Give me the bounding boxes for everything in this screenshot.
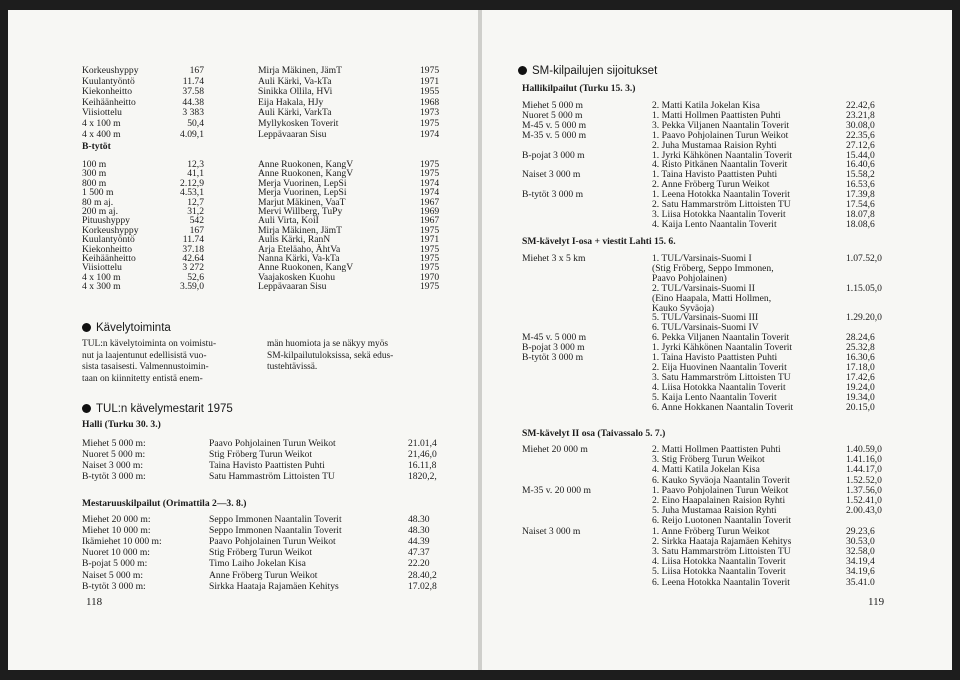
result-time: 28.40,2 [408,569,437,581]
record-event: Kuulantyöntö [82,75,135,87]
record-result: 31,2 [187,206,204,217]
bullet-icon [518,66,527,75]
record-year: 1971 [420,75,440,87]
record-event: Korkeushyppy [82,65,139,76]
record-result: 167 [189,65,204,76]
result-time: 19.34,0 [846,391,875,403]
result-athlete: 1. Taina Havisto Paattisten Puhti [652,169,778,181]
bullet-icon [82,323,91,332]
result-time: 21.01,4 [408,438,437,449]
result-class: B-tytöt 3 000 m [522,352,584,363]
result-athlete: 2. Juha Mustamaa Raision Ryhti [652,139,777,151]
record-event: Kiekonheitto [82,86,133,98]
kavely-line: nut ja laajentunut edellisistä vuo- [82,350,207,361]
right-page [482,10,952,670]
result-time: 48.30 [408,525,430,537]
result-class: Nuoret 5 000 m: [82,449,146,460]
record-result: 542 [189,215,204,227]
record-year: 1975 [420,243,440,255]
result-athlete: 1. Jyrki Kähkönen Naantalin Toverit [652,149,793,161]
record-holder: Myllykosken Toverit [258,118,339,129]
result-time: 22.20 [408,558,430,570]
result-time: 1820,2, [408,471,437,482]
record-result: 12,3 [187,159,204,170]
result-athlete: Anne Fröberg Turun Weikot [209,569,318,581]
result-time: 1.41.16,0 [846,454,882,466]
record-result: 2.12,9 [180,177,204,189]
result-athlete: Paavo Pohjolainen Turun Weikot [209,438,336,449]
result-time: 32.58,0 [846,546,875,557]
result-class: Miehet 20 000 m [522,444,588,455]
kavely-line: män huomiota ja se näkyy myös [267,339,389,349]
result-athlete: 2. TUL/Varsinais-Suomi II [652,282,755,294]
result-time: 20.15,0 [846,401,875,413]
record-holder: Vaajakosken Kuohu [258,271,335,283]
record-year: 1971 [420,234,440,246]
record-event: 1 500 m [82,187,114,199]
record-holder: Auli Kärki, Va-kTa [258,75,332,87]
result-class: Miehet 5 000 m: [82,438,146,449]
result-time: 44.39 [408,536,430,548]
result-time: 17.02,8 [408,580,437,592]
record-holder: Arja Eteläaho, ÄhtVa [258,243,341,255]
result-class: B-tytöt 3 000 m: [82,471,146,482]
record-year: 1974 [420,128,440,140]
result-class: Miehet 20 000 m: [82,514,151,525]
record-result: 4.53,1 [180,187,204,199]
result-athlete: 1. Paavo Pohjolainen Turun Weikot [652,129,789,141]
result-athlete: 4. Risto Pitkänen Naantalin Toverit [652,159,788,171]
record-holder: Nanna Kärki, Va-kTa [258,253,340,264]
record-result: 52,6 [187,271,204,283]
record-result: 44.38 [182,96,204,108]
record-holder: Merja Vuorinen, LepSi [258,177,347,189]
record-year: 1955 [420,86,440,98]
record-holder: Leppävaaran Sisu [258,128,327,140]
record-year: 1975 [420,65,440,76]
result-athlete: Timo Laiho Jokelan Kisa [209,558,306,570]
kavely-line: sista tasaisesti. Valmennustoimin- [82,362,209,373]
result-athlete: 1. Taina Havisto Paattisten Puhti [652,352,778,363]
result-time: 22.42,6 [846,100,875,111]
page-number: 119 [868,596,885,608]
result-class: Naiset 3 000 m [522,525,581,537]
kavely-line: SM-kilpailutuloksissa, sekä edus- [267,350,394,361]
result-athlete: 3. Stig Fröberg Turun Weikot [652,454,765,466]
result-athlete: 2. Anne Fröberg Turun Weikot [652,179,770,191]
result-time: 27.12,6 [846,139,875,151]
result-athlete: 4. Liisa Hotokka Naantalin Toverit [652,556,786,568]
record-event: 4 x 100 m [82,271,121,283]
result-athlete: (Stig Fröberg, Seppo Immonen, [652,262,774,274]
kavely-line: taan on kiinnitetty entistä enem- [82,373,203,384]
record-result: 11.74 [182,75,204,87]
record-year: 1967 [420,196,440,208]
result-athlete: 6. TUL/Varsinais-Suomi IV [652,322,759,334]
record-event: Viisiottelu [82,107,122,119]
result-class: Naiset 3 000 m: [82,460,144,471]
result-time: 19.24,0 [846,381,875,393]
result-athlete: Seppo Immonen Naantalin Toverit [209,514,342,525]
result-time: 17.54,6 [846,199,875,210]
result-class: Nuoret 5 000 m [522,109,583,121]
result-class: Miehet 3 x 5 km [522,253,586,264]
result-athlete: 5. Kaija Lento Naantalin Toverit [652,391,777,403]
record-event: Viisiottelu [82,262,122,274]
record-holder: Sinikka Ollila, HVi [258,86,333,98]
record-result: 12,7 [187,196,204,208]
result-athlete: (Eino Haapala, Matti Hollmen, [652,292,772,304]
record-holder: Mirja Mäkinen, JämT [258,224,342,236]
result-time: 16.40,6 [846,159,875,171]
result-athlete: 2. Sirkka Haataja Rajamäen Kehitys [652,535,792,547]
result-time: 22.35,6 [846,129,875,141]
result-athlete: 1. Leena Hotokka Naantalin Toverit [652,189,790,201]
result-time: 1.52.52,0 [846,474,882,486]
record-result: 11.74 [182,234,204,246]
kavely-line: tustehtävissä. [267,362,318,373]
btytot-label: B-tytöt [82,141,111,152]
record-holder: Auli Kärki, VarkTa [258,107,332,119]
result-athlete: 2. Eino Haapalainen Raision Ryhti [652,495,786,506]
result-athlete: 5. Liisa Hotokka Naantalin Toverit [652,566,786,578]
record-event: Pituushyppy [82,215,130,227]
viesti-heading: SM-kävelyt I-osa + viestit Lahti 15. 6. [522,236,676,247]
result-athlete: Satu Hammaström Littoisten TU [209,471,335,482]
record-holder: Auli Virta, KoiI [258,215,319,227]
record-year: 1975 [420,159,440,170]
result-athlete: 4. Kaija Lento Naantalin Toverit [652,218,777,230]
result-time: 1.07.52,0 [846,253,882,264]
ii-heading: SM-kävelyt II osa (Taivassalo 5. 7.) [522,428,666,439]
result-class: M-45 v. 5 000 m [522,332,587,344]
record-holder: Merja Vuorinen, LepSi [258,187,347,199]
result-athlete: Stig Fröberg Turun Weikot [209,547,313,559]
result-athlete: 2. Satu Hammarström Littoisten TU [652,199,791,210]
result-time: 30.53,0 [846,535,875,547]
record-event: 800 m [82,177,107,189]
record-result: 37.18 [182,243,204,255]
result-class: B-pojat 3 000 m [522,342,585,354]
result-athlete: 6. Pekka Viljanen Naantalin Toverit [652,332,790,344]
sm-heading [518,65,657,77]
result-time: 16.11,8 [408,460,437,471]
result-class: Miehet 5 000 m [522,100,584,111]
record-year: 1975 [420,253,440,264]
record-event: Keihäänheitto [82,253,136,264]
result-athlete: 2. Matti Katila Jokelan Kisa [652,100,760,111]
record-result: 4.09,1 [180,128,204,140]
record-year: 1974 [420,177,440,189]
result-time: 15.44,0 [846,149,875,161]
record-year: 1970 [420,271,440,283]
result-time: 1.15.05,0 [846,282,882,294]
record-holder: Mirja Mäkinen, JämT [258,65,342,76]
halli-heading: Halli (Turku 30. 3.) [82,419,161,430]
result-athlete: Seppo Immonen Naantalin Toverit [209,525,342,537]
result-athlete: Taina Havisto Paattisten Puhti [209,460,325,471]
mestaruus-heading: Mestaruuskilpailut (Orimattila 2—3. 8.) [82,498,247,509]
record-holder: Marjut Mäkinen, VaaT [258,196,346,208]
record-holder: Anne Ruokonen, KangV [258,159,354,170]
record-year: 1973 [420,107,440,119]
result-athlete: 1. Matti Hollmen Paattisten Puhti [652,109,781,121]
result-time: 1.52.41,0 [846,495,882,506]
result-athlete: 2. Eija Huovinen Naantalin Toverit [652,361,787,373]
result-athlete: 1. Jyrki Kähkönen Naantalin Toverit [652,342,793,354]
result-class: Naiset 5 000 m: [82,569,144,581]
record-holder: Mervi Willberg, TuPy [258,206,343,217]
result-time: 1.40.59,0 [846,444,882,455]
record-result: 37.58 [182,86,204,98]
result-time: 18.08,6 [846,218,875,230]
record-event: Korkeushyppy [82,224,139,236]
result-time: 29.23,6 [846,525,875,537]
result-class: M-35 v. 5 000 m [522,129,587,141]
result-class: M-45 v. 5 000 m [522,119,587,131]
record-result: 3 272 [182,262,204,274]
result-athlete: 6. Reijo Luotonen Naantalin Toverit [652,515,792,527]
record-result: 167 [189,224,204,236]
record-holder: Anne Ruokonen, KangV [258,168,354,180]
result-athlete: 3. Satu Hammarström Littoisten TU [652,371,791,383]
result-time: 47.37 [408,547,430,559]
result-time: 30.08,0 [846,119,875,131]
record-year: 1975 [420,118,440,129]
sm-heading-text: SM-kilpailujen sijoitukset [532,65,658,77]
record-holder: Anne Ruokonen, KangV [258,262,354,274]
result-time: 48.30 [408,514,430,525]
record-result: 50,4 [187,118,204,129]
hallikilpailut-heading: Hallikilpailut (Turku 15. 3.) [522,83,636,94]
result-time: 34.19,6 [846,566,875,578]
result-time: 35.41.0 [846,576,875,588]
result-athlete: 3. Pekka Viljanen Naantalin Toverit [652,119,790,131]
record-event: 80 m aj. [82,196,114,208]
result-time: 15.58,2 [846,169,875,181]
mestarit-heading [82,403,233,415]
result-class: Ikämiehet 10 000 m: [82,536,162,548]
result-time: 2.00.43,0 [846,505,882,517]
record-year: 1975 [420,281,440,293]
result-time: 23.21,8 [846,109,875,121]
record-event: 4 x 400 m [82,128,121,140]
record-year: 1969 [420,206,440,217]
record-result: 41,1 [187,168,204,180]
result-athlete: 6. Anne Hokkanen Naantalin Toverit [652,401,794,413]
mestarit-heading-text: TUL:n kävelymestarit 1975 [96,403,233,415]
record-year: 1975 [420,224,440,236]
result-time: 1.29.20,0 [846,312,882,324]
kavely-heading [82,322,171,334]
result-athlete: 2. Matti Hollmen Paattisten Puhti [652,444,781,455]
result-time: 17.18,0 [846,361,875,373]
record-holder: Leppävaaran Sisu [258,281,327,293]
page-number: 118 [86,596,103,608]
result-athlete: 4. Matti Katila Jokelan Kisa [652,464,760,476]
result-athlete: Paavo Pohjolainen) [652,272,727,284]
result-time: 1.44.17,0 [846,464,882,476]
record-event: 4 x 300 m [82,281,121,293]
result-class: Naiset 3 000 m [522,169,581,181]
result-athlete: 4. Liisa Hotokka Naantalin Toverit [652,381,786,393]
result-class: Miehet 10 000 m: [82,525,151,537]
result-time: 16.53,6 [846,179,875,191]
result-athlete: 3. Satu Hammarström Littoisten TU [652,546,791,557]
result-time: 17.42,6 [846,371,875,383]
record-year: 1968 [420,96,440,108]
result-class: B-tytöt 3 000 m: [82,580,146,592]
result-class: B-pojat 3 000 m [522,149,585,161]
result-athlete: Kauko Syväoja) [652,302,715,314]
result-class: B-pojat 5 000 m: [82,558,148,570]
result-athlete: 1. TUL/Varsinais-Suomi I [652,253,752,264]
result-athlete: 5. TUL/Varsinais-Suomi III [652,312,759,324]
record-holder: Eija Hakala, HJy [258,96,324,108]
record-event: Keihäänheitto [82,96,136,108]
record-result: 3 383 [182,107,204,119]
record-event: 4 x 100 m [82,118,121,129]
result-time: 1.37.56,0 [846,484,882,496]
record-event: Kiekonheitto [82,243,133,255]
result-athlete: Paavo Pohjolainen Turun Weikot [209,536,336,548]
result-athlete: 1. Anne Fröberg Turun Weikot [652,525,770,537]
record-event: 100 m [82,159,107,170]
record-result: 3.59,0 [180,281,204,293]
result-athlete: 3. Liisa Hotokka Naantalin Toverit [652,208,786,220]
result-time: 18.07,8 [846,208,875,220]
record-year: 1975 [420,262,440,274]
result-time: 25.32,8 [846,342,875,354]
bullet-icon [82,404,91,413]
result-time: 28.24,6 [846,332,875,344]
record-event: 200 m aj. [82,206,118,217]
result-athlete: 6. Leena Hotokka Naantalin Toverit [652,576,790,588]
kavely-line: TUL:n kävelytoiminta on voimistu- [82,339,217,349]
result-athlete: 1. Paavo Pohjolainen Turun Weikot [652,484,789,496]
result-class: M-35 v. 20 000 m [522,484,591,496]
record-year: 1974 [420,187,440,199]
result-time: 21,46,0 [408,449,437,460]
result-athlete: Stig Fröberg Turun Weikot [209,449,313,460]
result-athlete: Sirkka Haataja Rajamäen Kehitys [209,580,339,592]
result-athlete: 6. Kauko Syväoja Naantalin Toverit [652,474,790,486]
record-result: 42.64 [182,253,204,264]
result-time: 17.39,8 [846,189,875,201]
result-class: B-tytöt 3 000 m [522,189,584,201]
kavely-heading-text: Kävelytoiminta [96,322,171,334]
result-time: 16.30,6 [846,352,875,363]
record-year: 1975 [420,168,440,180]
result-athlete: 5. Juha Mustamaa Raision Ryhti [652,505,777,517]
record-holder: Aulis Kärki, RanN [258,234,331,246]
record-event: Kuulantyöntö [82,234,135,246]
result-time: 34.19,4 [846,556,875,568]
result-class: Nuoret 10 000 m: [82,547,150,559]
record-event: 300 m [82,168,107,180]
record-year: 1967 [420,215,440,227]
left-page [8,10,478,670]
